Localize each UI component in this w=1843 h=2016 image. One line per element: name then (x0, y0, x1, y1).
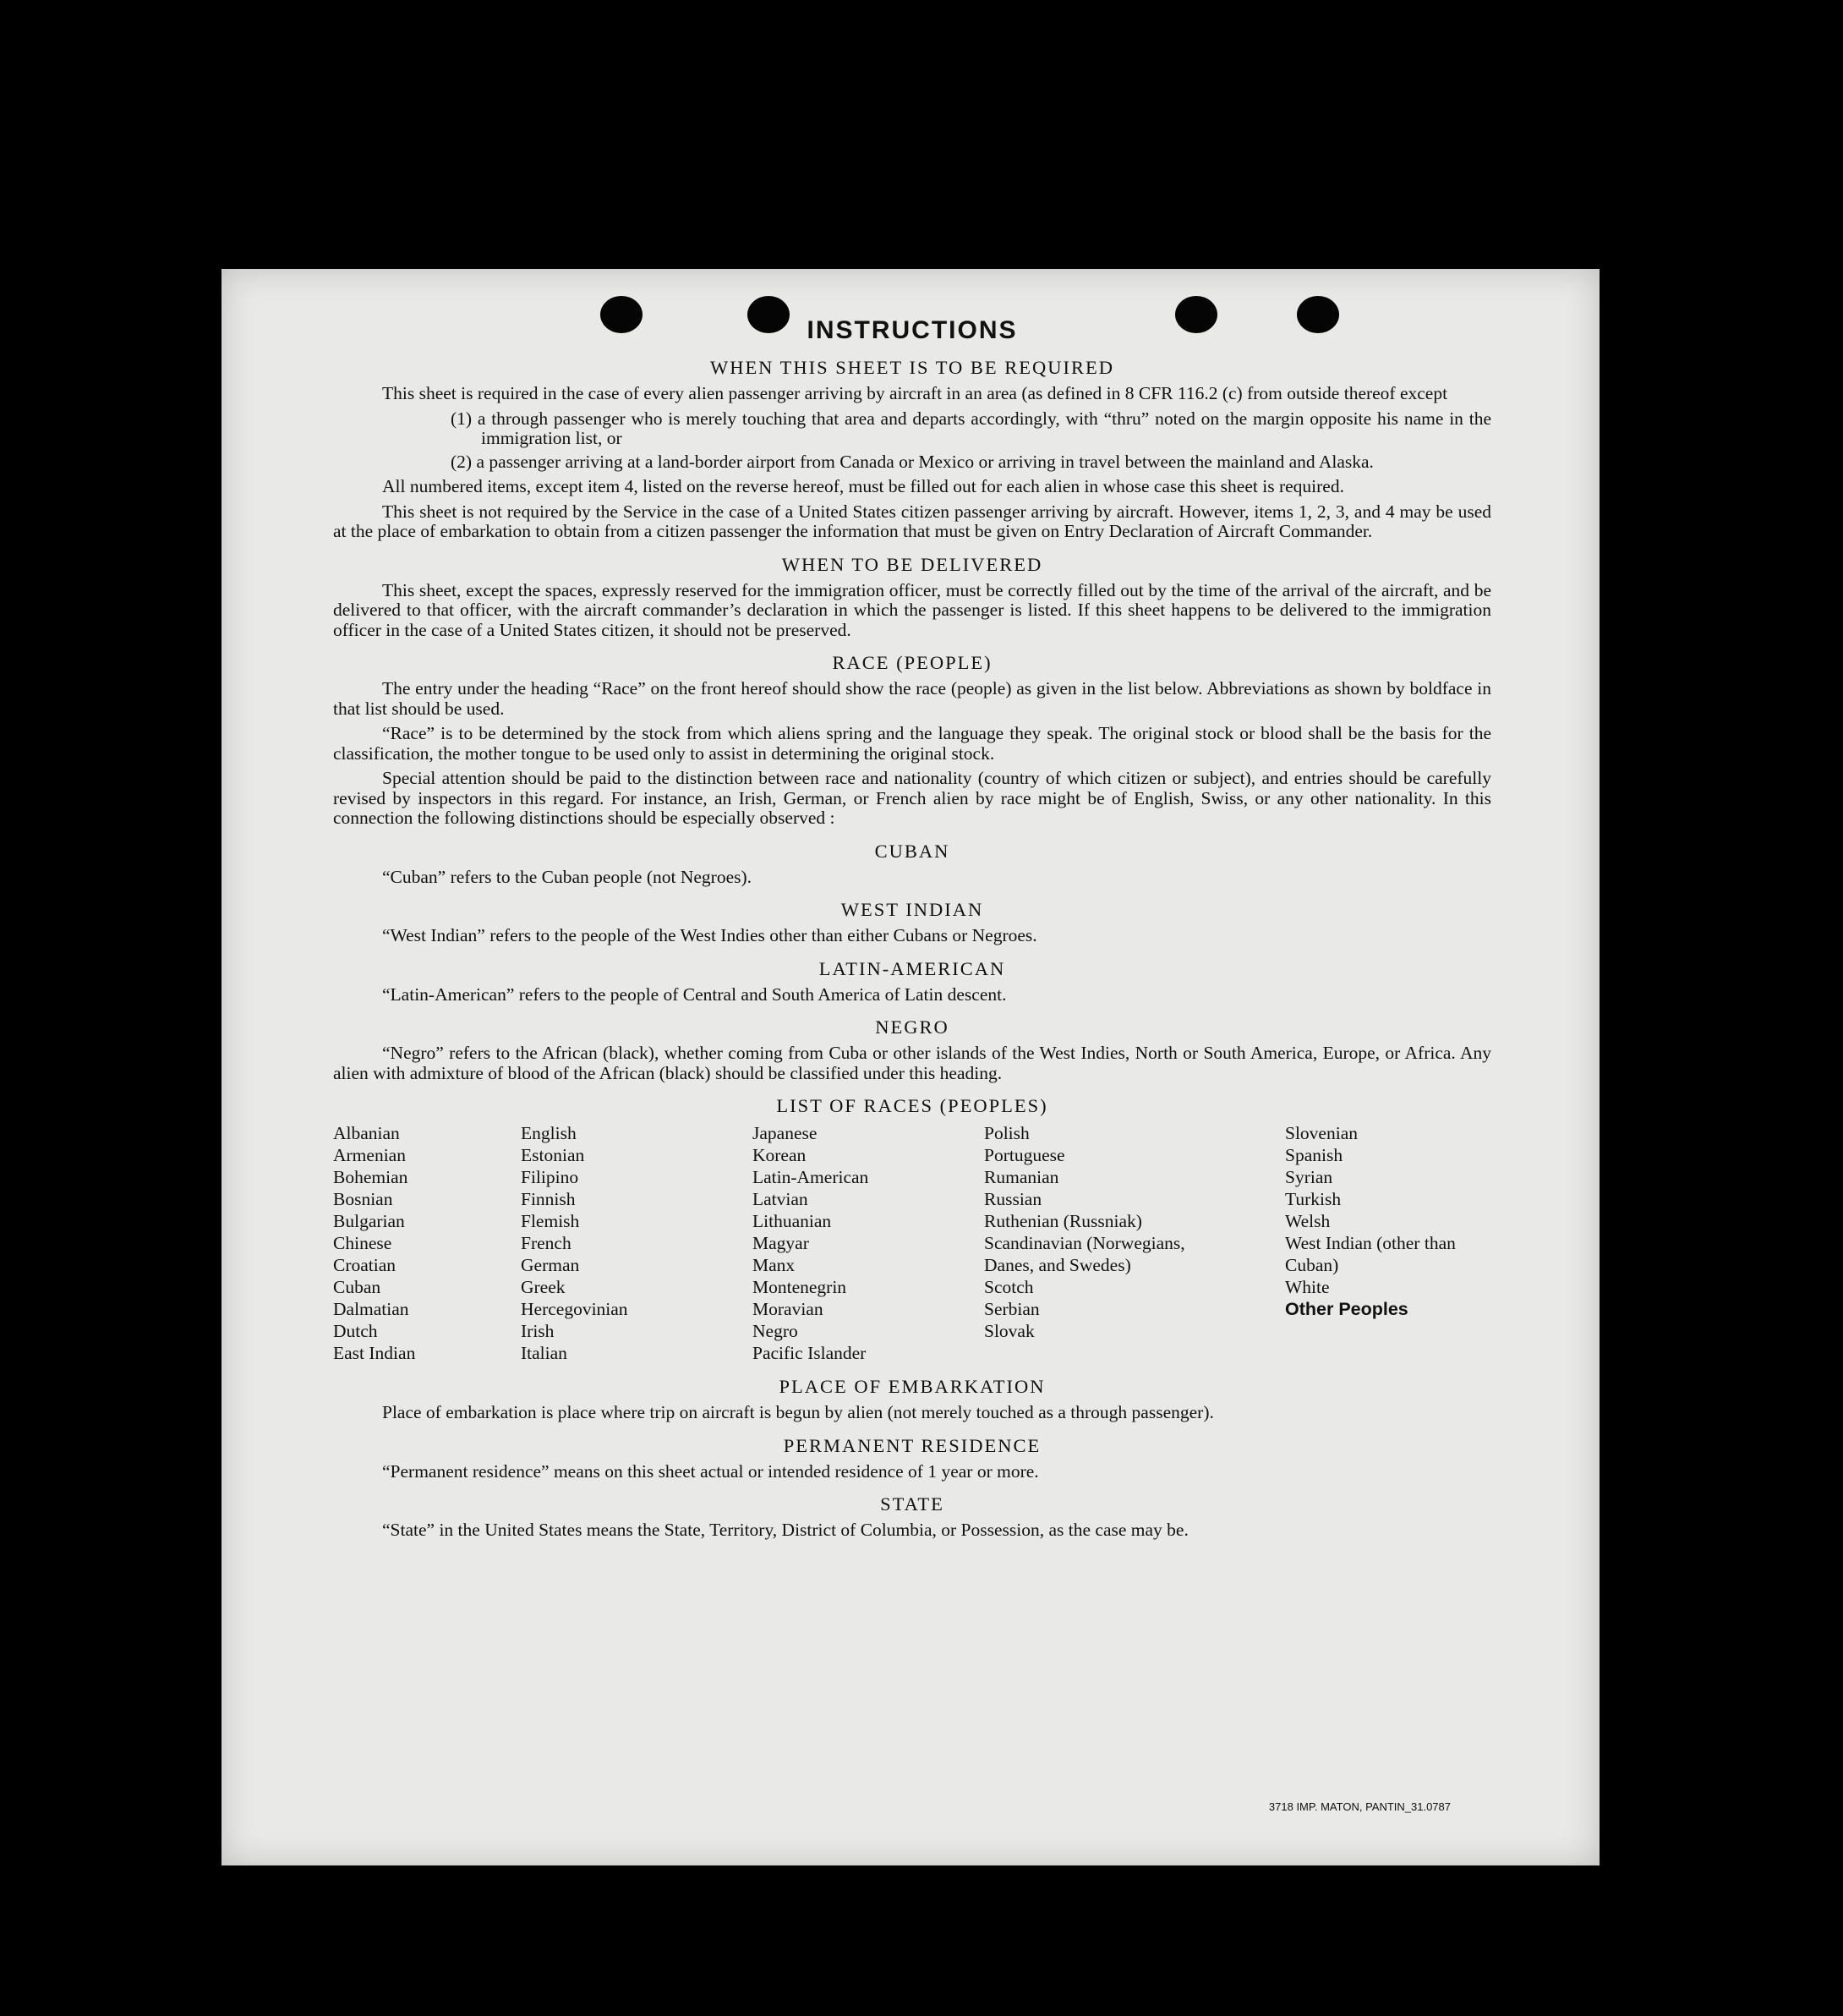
race-entry: Syrian (1285, 1167, 1333, 1187)
race-entry: Greek (521, 1277, 566, 1297)
races-column (1285, 1122, 1491, 1364)
race-entry: Cuban (333, 1277, 381, 1297)
page-title: INSTRUCTIONS (807, 316, 1018, 344)
races-list (333, 1122, 1491, 1364)
races-column (333, 1122, 521, 1364)
race-entry: West Indian (other than Cuban) (1285, 1233, 1456, 1275)
delivered-text: This sheet, except the spaces, expressly reserved for the immigration officer, must be correctly filled out by the time of the arrival of the aircraft, and be delivered to that officer, with the aircraft commander’s declaration in which the passenger is listed. If this sheet happens to be delivered to the immigration officer in the case of a United States citizen, it should not be preserved. (333, 579, 1491, 640)
exception-item: (2) a passenger arriving at a land-border airport from Canada or Mexico or arriving in travel between the mainland and Alaska. (451, 451, 1374, 472)
heading-west-indian: WEST INDIAN (840, 899, 984, 920)
race-entry: Portuguese (984, 1145, 1065, 1165)
race-entry: Turkish (1285, 1189, 1342, 1209)
race-entry: East Indian (333, 1343, 416, 1363)
exception-list (333, 409, 1491, 473)
race-entry-other: Other Peoples (1285, 1299, 1408, 1319)
race-entry: Irish (521, 1321, 555, 1341)
race-entry: Bohemian (333, 1167, 408, 1187)
race-entry: Scandinavian (Norwegians, Danes, and Swedes) (984, 1233, 1185, 1275)
race-entry: Latin-American (752, 1167, 869, 1187)
race-entry: Ruthenian (Russniak) (984, 1211, 1142, 1231)
race-entry: Slovenian (1285, 1123, 1358, 1143)
races-column (984, 1122, 1285, 1364)
residence-text: “Permanent residence” means on this sheet actual or intended residence of 1 year or more. (382, 1460, 1039, 1482)
race-entry: English (521, 1123, 577, 1143)
race-entry: Spanish (1285, 1145, 1343, 1165)
heading-embarkation: PLACE OF EMBARKATION (779, 1376, 1046, 1397)
cuban-text: “Cuban” refers to the Cuban people (not Negroes). (382, 866, 752, 887)
race-entry: Estonian (521, 1145, 585, 1165)
race-entry: Magyar (752, 1233, 809, 1253)
required-intro: This sheet is required in the case of every alien passenger arriving by aircraft in an area (as defined in 8 CFR 116.2 (c) from outside thereof except (382, 383, 1448, 403)
race-entry: Italian (521, 1343, 567, 1363)
race-entry: Croatian (333, 1255, 396, 1275)
race-entry: Manx (752, 1255, 796, 1275)
race-entry: Dutch (333, 1321, 378, 1341)
races-column (521, 1122, 752, 1364)
heading-cuban: CUBAN (874, 840, 950, 862)
race-entry: Bulgarian (333, 1211, 405, 1231)
race-entry: German (521, 1255, 580, 1275)
latin-american-text: “Latin-American” refers to the people of Central and South America of Latin descent. (382, 983, 1007, 1005)
race-entry: Armenian (333, 1145, 406, 1165)
heading-residence: PERMANENT RESIDENCE (783, 1434, 1042, 1456)
race-entry: Finnish (521, 1189, 576, 1209)
heading-state: STATE (880, 1493, 944, 1515)
race-paragraph: Special attention should be paid to the distinction between race and nationality (country of which citizen or subject), and entries should be carefully revised by inspectors in this regard. For instance, an Irish, German, or French alien by race might be of English, Swiss, or any other nationality. In this connection the following distinctions should be especially observed : (333, 768, 1491, 828)
race-entry: Latvian (752, 1189, 808, 1209)
race-entry: Rumanian (984, 1167, 1059, 1187)
race-entry: Scotch (984, 1277, 1034, 1297)
race-entry: Moravian (752, 1299, 823, 1319)
race-entry: Bosnian (333, 1189, 393, 1209)
race-entry: Welsh (1285, 1211, 1331, 1231)
race-entry: Chinese (333, 1233, 392, 1253)
race-entry: Montenegrin (752, 1277, 847, 1297)
heading-race: RACE (PEOPLE) (832, 652, 993, 673)
race-paragraph: The entry under the heading “Race” on the front hereof should show the race (people) as given in the list below. Abbreviations as shown by boldface in that list should be used. (333, 678, 1491, 719)
heading-delivered: WHEN TO BE DELIVERED (781, 553, 1043, 575)
race-entry: Japanese (752, 1123, 818, 1143)
race-paragraph: “Race” is to be determined by the stock from which aliens spring and the language they speak. The original stock or blood shall be the basis for the classification, the mother tongue to be used only to assist in determining the original stock. (333, 723, 1491, 764)
embarkation-text: Place of embarkation is place where trip on aircraft is begun by alien (not merely touched as a through passenger). (382, 1402, 1214, 1422)
race-entry: Hercegovinian (521, 1299, 628, 1319)
heading-latin-american: LATIN-AMERICAN (818, 957, 1006, 979)
race-entry: Lithuanian (752, 1211, 832, 1231)
race-entry: Slovak (984, 1321, 1035, 1341)
race-entry: Flemish (521, 1211, 580, 1231)
race-entry: Dalmatian (333, 1299, 409, 1319)
race-entry: Serbian (984, 1299, 1040, 1319)
race-entry: French (521, 1233, 571, 1253)
race-entry: Negro (752, 1321, 798, 1341)
instruction-sheet (221, 269, 1600, 1865)
printer-imprint: 3718 IMP. MATON, PANTIN_31.0787 (1268, 1800, 1451, 1813)
citizen-text: This sheet is not required by the Service in the case of a United States citizen passenger arriving by aircraft. However, items 1, 2, 3, and 4 may be used at the place of embarkation to obtain from a citizen passenger the information that must be given on Entry Declaration of Aircraft Commander. (333, 501, 1491, 541)
state-text: “State” in the United States means the State, Territory, District of Columbia, or Possession, as the case may be. (382, 1520, 1189, 1540)
race-entry: Polish (984, 1123, 1030, 1143)
heading-races-list: LIST OF RACES (PEOPLES) (776, 1095, 1048, 1116)
document-body (333, 316, 1491, 1546)
exception-item: (1) a through passenger who is merely touching that area and departs accordingly, with “thru” noted on the margin opposite his name in the immigration list, or (451, 408, 1491, 448)
heading-negro: NEGRO (875, 1016, 949, 1038)
races-column (752, 1122, 984, 1364)
race-entry: White (1285, 1277, 1330, 1297)
race-entry: Russian (984, 1189, 1042, 1209)
heading-required: WHEN THIS SHEET IS TO BE REQUIRED (709, 357, 1115, 378)
race-entry: Pacific Islander (752, 1343, 867, 1363)
race-entry: Filipino (521, 1167, 579, 1187)
numbered-items-text: All numbered items, except item 4, listed on the reverse hereof, must be filled out for each alien in whose case this sheet is required. (382, 476, 1344, 496)
race-entry: Korean (752, 1145, 807, 1165)
race-entry: Albanian (333, 1123, 400, 1143)
negro-text: “Negro” refers to the African (black), whether coming from Cuba or other islands of the West Indies, North or South America, Europe, or Africa. Any alien with admixture of blood of the African (black) should be classified under this heading. (333, 1043, 1491, 1083)
west-indian-text: “West Indian” refers to the people of the West Indies other than either Cubans or Negroes. (382, 925, 1037, 945)
